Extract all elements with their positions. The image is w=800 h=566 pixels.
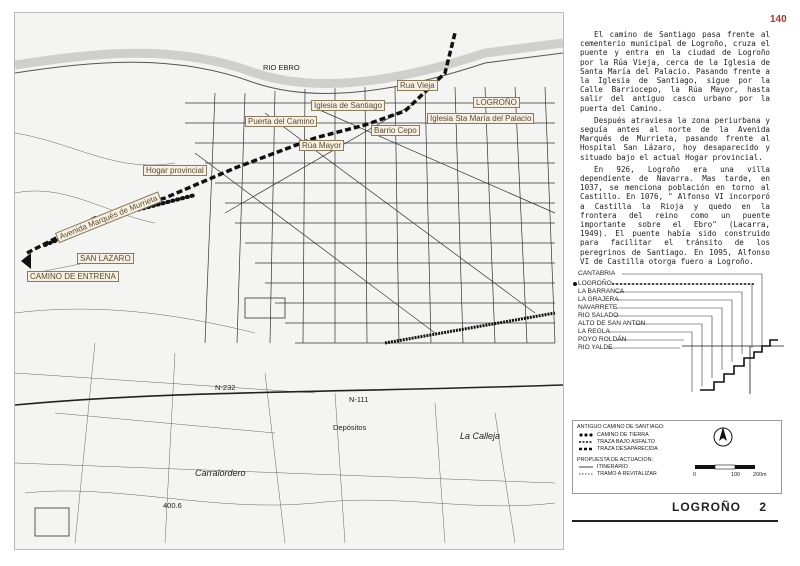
label-iglesia-santiago: Iglesia de Santiago bbox=[311, 100, 385, 111]
stage-label: LA GRAJERA bbox=[578, 296, 619, 303]
scale-label-100: 100 bbox=[731, 472, 740, 478]
label-rua-vieja: Rua Vieja bbox=[397, 80, 438, 91]
label-hogar-provincial: Hogar provincial bbox=[143, 165, 207, 176]
sheet-number: 2 bbox=[759, 500, 768, 514]
description-text bbox=[580, 30, 770, 269]
paragraph-2: Después atraviesa la zona periurbana y seguía antes al norte de la Avenida Marqués de Murrieta, pasando frente al Hospital San Lázaro, hoy desaparecido y situado bajo el actual Hogar provincial. bbox=[580, 115, 770, 162]
label-la-calleja: La Calleja bbox=[460, 431, 501, 441]
stage-label: LA REGLA bbox=[578, 328, 610, 335]
scale-bar bbox=[695, 465, 755, 469]
label-n232: N-232 bbox=[215, 383, 236, 392]
map-legend bbox=[572, 420, 782, 494]
label-elevation: 400.6 bbox=[163, 501, 182, 510]
page-number: 140 bbox=[770, 14, 787, 25]
sheet-title bbox=[672, 500, 767, 514]
stage-label: RIO SALADO bbox=[578, 312, 619, 319]
label-logrono: LOGROÑO bbox=[473, 97, 520, 108]
route-start-marker bbox=[21, 253, 31, 269]
stage-label: CANTABRIA bbox=[578, 270, 616, 277]
legend-title: ANTIGUO CAMINO DE SANTIAGO: bbox=[577, 424, 665, 430]
legend-propuesta-title: PROPUESTA DE ACTUACION: bbox=[577, 457, 653, 463]
legend-item-desaparecida: TRAZA DESAPARECIDA bbox=[597, 446, 658, 452]
city-map bbox=[14, 12, 564, 550]
legend-item-tierra: CAMINO DE TIERRA bbox=[597, 432, 649, 438]
scale-label-0: 0 bbox=[693, 472, 696, 478]
paragraph-3: En 926, Logroño era una villa dependiente de Navarra. Mas tarde, en 1037, se menciona población en torno al Castillo. En 1076, " Alfonso VI incorporó a Castilla la Rioja y quedo en la frontera del reino como un puente importante sobre el Ebro" (Lacarra, 1949). El puente había sido construido para facilitar el tránsito de los peregrinos de Santiago. En 1095, Alfonso VI de Castilla otorga fuero a Logroño. bbox=[580, 164, 770, 266]
road-n232 bbox=[15, 385, 563, 405]
stage-label: LOGROÑO bbox=[578, 280, 612, 287]
stage-profile bbox=[572, 268, 784, 396]
legend-item-asfalto: TRAZA BAJO ASFALTO bbox=[597, 439, 655, 445]
stage-label: ALTO DE SAN ANTON bbox=[578, 320, 646, 327]
paragraph-1: El camino de Santiago pasa frente al cementerio municipal de Logroño, cruza el puente y entra en la ciudad de Logroño por la Rúa Vieja, cerca de la Iglesia de Santa María del Palacio. Pasando frente a la Iglesia de Santiago, sigue por la Calle Barriocepo, la Rúa Mayor, hasta salir del antiguo casco urbano por la puerta del Camino. bbox=[580, 30, 770, 113]
label-rua-mayor: Rúa Mayor bbox=[299, 140, 344, 151]
legend-item-itinerario: ITINERARIO bbox=[597, 464, 628, 470]
railway bbox=[385, 313, 555, 343]
label-barrio-cepo: Barrio Cepo bbox=[371, 125, 420, 136]
stage-label: NAVARRETE bbox=[578, 304, 618, 311]
label-rio-ebro: RIO EBRO bbox=[263, 63, 300, 72]
scale-label-200: 200m bbox=[753, 472, 767, 478]
stage-label: LA BARRANCA bbox=[578, 288, 625, 295]
label-puerta-camino: Puerta del Camino bbox=[245, 116, 317, 127]
label-depositos: Depósitos bbox=[333, 423, 367, 432]
label-camino-entrena: CAMINO DE ENTRENA bbox=[27, 271, 119, 282]
stage-label: RIO YALDE bbox=[578, 344, 613, 351]
sheet-title-text: LOGROÑO bbox=[672, 500, 741, 514]
label-san-lazaro: SAN LAZARO bbox=[77, 253, 134, 264]
footer-rule bbox=[572, 520, 778, 522]
legend-item-revitalizar: TRAMO A REVITALIZAR bbox=[597, 471, 657, 477]
label-carralordero: Carralordero bbox=[195, 468, 246, 478]
stage-label: POYO ROLDÁN bbox=[578, 336, 627, 343]
label-iglesia-sta-maria: Iglesia Sta María del Palacio bbox=[427, 113, 534, 124]
label-avenida-murrieta: Avenida Marqués de Murrieta bbox=[55, 191, 162, 243]
label-n111: N-111 bbox=[349, 395, 369, 404]
north-arrow-icon bbox=[714, 427, 732, 446]
